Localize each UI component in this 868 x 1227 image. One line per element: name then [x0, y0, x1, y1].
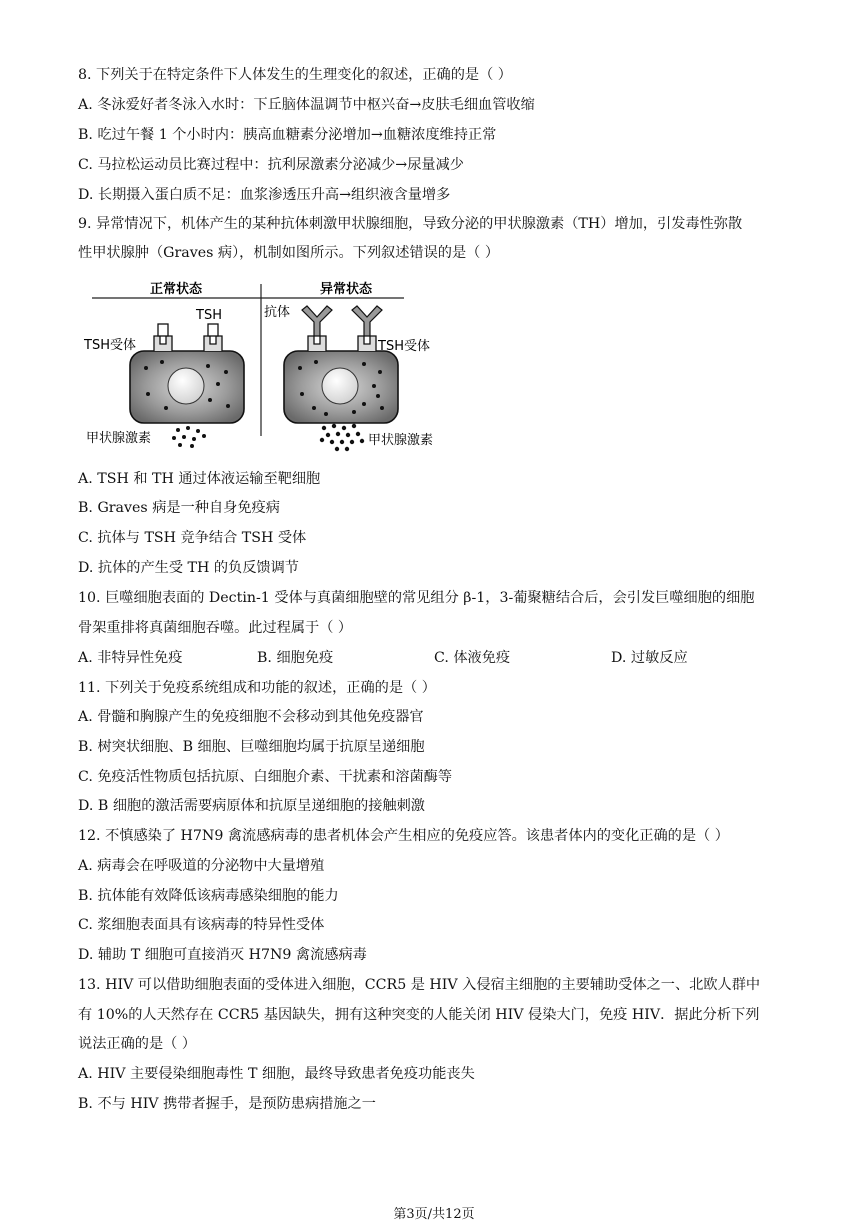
- q11-option-c: C. 免疫活性物质包括抗原、白细胞介素、干扰素和溶菌酶等: [78, 769, 453, 785]
- q9-option-c: C. 抗体与 TSH 竞争结合 TSH 受体: [78, 530, 307, 546]
- antibody-right: [352, 306, 382, 336]
- tsh-receptor-label-left: TSH受体: [84, 338, 136, 353]
- normal-state-title: 正常状态: [150, 282, 203, 297]
- tsh-molecule-left: [158, 324, 168, 336]
- q12-option-c: C. 浆细胞表面具有该病毒的特异性受体: [78, 917, 325, 933]
- tsh-receptor-label-right: TSH受体: [378, 339, 430, 354]
- q12-option-a: A. 病毒会在呼吸道的分泌物中大量增殖: [78, 858, 325, 874]
- q10-option-b: B. 细胞免疫: [257, 650, 334, 666]
- q10-option-a: A. 非特异性免疫: [78, 650, 183, 666]
- q8-option-b: B. 吃过午餐 1 个小时内：胰高血糖素分泌增加→血糖浓度维持正常: [78, 127, 497, 143]
- q13-stem-line1: 13. HIV 可以借助细胞表面的受体进入细胞，CCR5 是 HIV 入侵宿主细胞的主要辅助受体之一、北欧人群中: [78, 977, 761, 993]
- q11-stem: 11. 下列关于免疫系统组成和功能的叙述，正确的是（ ）: [78, 680, 436, 696]
- q8-option-c: C. 马拉松运动员比赛过程中：抗利尿激素分泌减少→尿量减少: [78, 157, 464, 173]
- q13-option-b: B. 不与 HIV 携带者握手，是预防患病措施之一: [78, 1096, 376, 1112]
- q10-option-d: D. 过敏反应: [611, 650, 688, 666]
- q10-stem-line2: 骨架重排将真菌细胞吞噬。此过程属于（ ）: [78, 620, 353, 636]
- q12-stem: 12. 不慎感染了 H7N9 禽流感病毒的患者机体会产生相应的免疫应答。该患者体内的变化正确的是（ ）: [78, 828, 729, 844]
- antibody-left: [302, 306, 332, 336]
- q11-option-d: D. B 细胞的激活需要病原体和抗原呈递细胞的接触刺激: [78, 798, 425, 814]
- tsh-molecule-right: [208, 324, 218, 336]
- q10-option-c: C. 体液免疫: [434, 650, 511, 666]
- q10-stem-line1: 10. 巨噬细胞表面的 Dectin-1 受体与真菌细胞壁的常见组分 β-1，3-葡聚糖结合后，会引发巨噬细胞的细胞: [78, 590, 755, 606]
- q8-stem: 8. 下列关于在特定条件下人体发生的生理变化的叙述，正确的是（ ）: [78, 67, 512, 83]
- abnormal-state-title: 异常状态: [320, 282, 373, 297]
- normal-cell: [130, 324, 244, 448]
- q8-option-a: A. 冬泳爱好者冬泳入水时：下丘脑体温调节中枢兴奋→皮肤毛细血管收缩: [78, 97, 535, 113]
- q11-option-a: A. 骨髓和胸腺产生的免疫细胞不会移动到其他免疫器官: [78, 709, 424, 725]
- antibody-label: 抗体: [264, 305, 291, 320]
- q9-option-d: D. 抗体的产生受 TH 的负反馈调节: [78, 560, 299, 576]
- q12-option-b: B. 抗体能有效降低该病毒感染细胞的能力: [78, 888, 339, 904]
- hormone-dots-abnormal: [320, 424, 364, 451]
- hormone-label-left: 甲状腺激素: [86, 431, 152, 446]
- abnormal-cell: [284, 306, 398, 451]
- q13-stem-line3: 说法正确的是（ ）: [78, 1036, 197, 1052]
- q8-option-d: D. 长期摄入蛋白质不足：血浆渗透压升高→组织液含量增多: [78, 187, 451, 203]
- hormone-label-right: 甲状腺激素: [368, 433, 434, 448]
- q9-option-a: A. TSH 和 TH 通过体液运输至靶细胞: [78, 471, 321, 487]
- hormone-dots-normal: [172, 426, 206, 448]
- abnormal-receptor-left: [308, 336, 326, 351]
- q13-option-a: A. HIV 主要侵染细胞毒性 T 细胞，最终导致患者免疫功能丧失: [78, 1066, 475, 1082]
- q9-stem-line1: 9. 异常情况下，机体产生的某种抗体刺激甲状腺细胞，导致分泌的甲状腺激素（TH）增加，引发毒性弥散: [78, 216, 743, 232]
- graves-mechanism-figure: [78, 276, 458, 456]
- tsh-receptor-left: [154, 336, 172, 351]
- tsh-label: TSH: [196, 308, 222, 323]
- q12-option-d: D. 辅助 T 细胞可直接消灭 H7N9 禽流感病毒: [78, 947, 367, 963]
- q13-stem-line2: 有 10%的人天然存在 CCR5 基因缺失，拥有这种突变的人能关闭 HIV 侵染大门，免疫 HIV．据此分析下列: [78, 1007, 760, 1023]
- tsh-receptor-right: [204, 336, 222, 351]
- page-number-footer: 第3页/共12页: [393, 1207, 475, 1222]
- q11-option-b: B. 树突状细胞、B 细胞、巨噬细胞均属于抗原呈递细胞: [78, 739, 425, 755]
- abnormal-receptor-right: [358, 336, 376, 351]
- q9-option-b: B. Graves 病是一种自身免疫病: [78, 500, 280, 516]
- q9-stem-line2: 性甲状腺肿（Graves 病），机制如图所示。下列叙述错误的是（ ）: [78, 245, 500, 261]
